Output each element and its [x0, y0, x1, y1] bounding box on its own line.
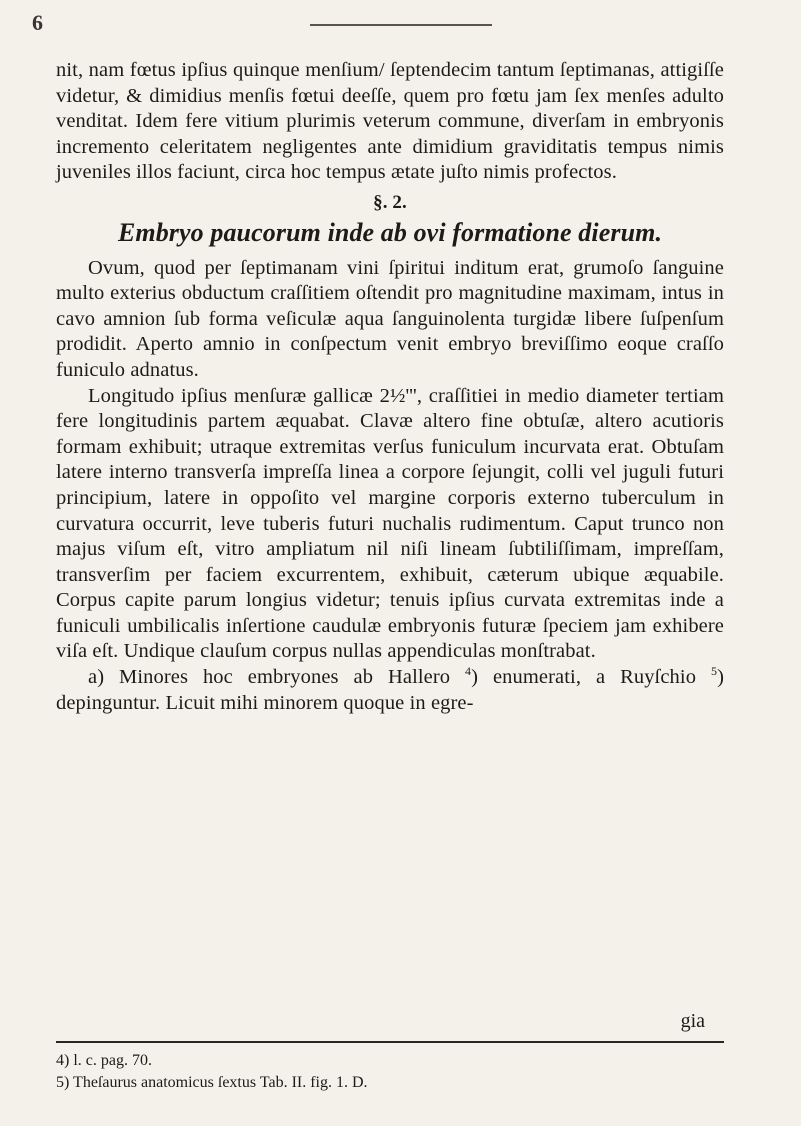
footnote-5: 5) Theſaurus anatomicus ſextus Tab. II. fig. 1. D.	[56, 1074, 368, 1091]
body-text	[56, 58, 724, 716]
catchword: gia	[680, 1010, 705, 1032]
footnote-4: 4) l. c. pag. 70.	[56, 1052, 152, 1069]
corner-mark: 6	[32, 10, 43, 35]
paragraph-1: nit, nam fœtus ipſius quinque menſium/ ſeptendecim tantum ſeptimanas, attigiſſe videtur, & dimidius menſis fœtui deeſſe, quem pro fœtu jam ſex menſes adulto venditat. Idem fere vitium plurimis veterum commune, diverſam in embryonis incremento celeritatem negligentes ante dimidium graviditatis tempus nimis juveniles illos faciunt, circa hoc tempus ætate juſto nimis profectos.	[56, 59, 724, 184]
paragraph-4-start: a) Minores hoc embryones ab Hallero	[88, 666, 466, 689]
footnotes	[56, 1050, 724, 1094]
footnote-ref-5: 5	[710, 664, 718, 679]
top-rule	[310, 24, 492, 26]
paragraph-4-middle: ) enumerati, a Ruyſchio	[471, 666, 711, 689]
paragraph-4-end: ) depinguntur. Licuit mihi minorem quoque in egre-	[56, 666, 724, 714]
section-number: §. 2.	[373, 191, 407, 213]
paragraph-4	[56, 665, 724, 716]
section-heading: Embryo paucorum inde ab ovi formatione dierum.	[117, 217, 663, 247]
paragraph-3: Longitudo ipſius menſuræ gallicæ 2½''', craſſitiei in medio diameter tertiam fere longitudinis partem æquabat. Clavæ altero fine obtuſæ, altero acutioris formam exhibuit; utraque extremitas verſus funiculum incurvata erat. Obtuſam latere interno transverſa impreſſa linea a corpore ſejungit, colli vel juguli futuri principium, latere in oppoſito vel margine corporis externo tuberculum in curvatura occurrit, leve tuberis futuri nuchalis rudimentum. Caput trunco non majus viſum eſt, vitro ampliatum nil niſi lineam ſubtiliſſimam, impreſſam, transverſim per faciem excurrentem, exhibuit, cæterum ubique æquabile. Corpus capite parum longius videtur; tenuis ipſius curvata extremitas inde a funiculi umbilicalis inſertione caudulæ embryonis futuræ ſpeciem jam exhibere viſa eſt. Undique clauſum corpus nullas appendiculas monſtrabat.	[56, 384, 724, 663]
footnote-ref-4: 4	[465, 664, 472, 679]
footnote-rule	[56, 1041, 724, 1043]
paragraph-2: Ovum, quod per ſeptimanam vini ſpiritui inditum erat, grumoſo ſanguine multo exterius obductum craſſitiem oſtendit pro magnitudine maximam, intus in cavo amnion ſub forma veſiculæ aqua ſanguinolenta turgidæ libere ſuſpenſum prodidit. Aperto amnio in conſpectum venit embryo breviſſimo eoque craſſo funiculo adnatus.	[56, 256, 724, 381]
